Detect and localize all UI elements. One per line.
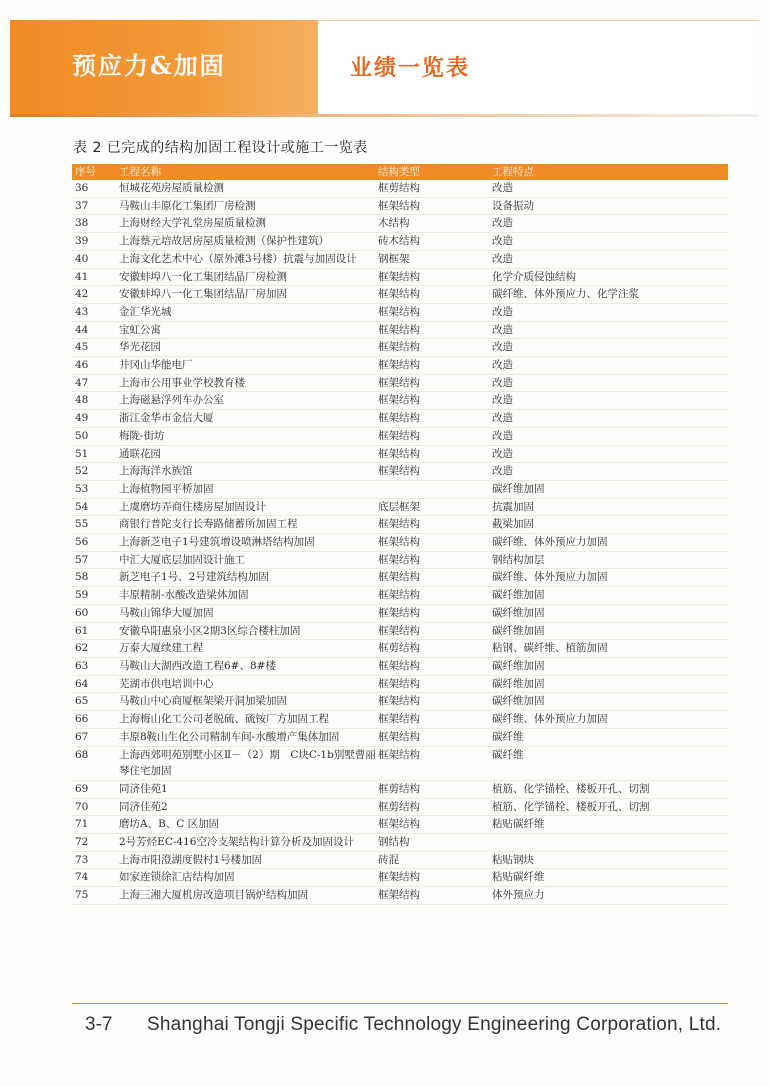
row-number: 39 <box>75 235 89 248</box>
table-row <box>72 869 728 887</box>
project-name: 中汇大厦底层加固设计施工 <box>119 553 245 566</box>
project-name: 商银行普陀支行长寿路储蓄所加固工程 <box>119 518 298 531</box>
table-row <box>72 747 728 781</box>
table-row <box>72 605 728 623</box>
table-row <box>72 322 728 340</box>
project-feature: 碳纤维加固 <box>492 589 545 602</box>
project-name: 上海蔡元培故居房屋质量检测（保护性建筑） <box>119 235 329 248</box>
structure-type: 框架结构 <box>378 376 420 389</box>
structure-type: 框剪结构 <box>378 782 420 795</box>
project-name: 华光花园 <box>119 341 161 354</box>
row-number: 58 <box>75 571 89 584</box>
table-row <box>72 887 728 905</box>
project-name: 丰原8鞍山生化公司精制车间-水酸增产集体加固 <box>119 730 340 743</box>
table-row <box>72 339 728 357</box>
row-number: 49 <box>75 412 89 425</box>
project-feature: 植筋、化学锚栓、楼板开孔、切割 <box>492 782 650 795</box>
structure-type: 框架结构 <box>378 199 420 212</box>
project-feature: 碳纤维加固 <box>492 659 545 672</box>
row-number: 62 <box>75 642 89 655</box>
structure-type: 框架结构 <box>378 748 420 761</box>
structure-type: 框架结构 <box>378 571 420 584</box>
row-number: 42 <box>75 288 89 301</box>
table-row <box>72 251 728 269</box>
row-number: 71 <box>75 818 89 831</box>
project-name: 安徽阜阳惠泉小区2期3区综合楼柱加固 <box>119 624 301 637</box>
project-name: 上海梅山化工公司老脱硫、硫铵厂方加固工程 <box>119 713 329 726</box>
table-row <box>72 693 728 711</box>
projects-table <box>72 164 728 905</box>
row-number: 75 <box>75 889 89 902</box>
table-row <box>72 552 728 570</box>
structure-type: 框架结构 <box>378 659 420 672</box>
project-feature: 碳纤维 <box>492 730 524 743</box>
page-number: 3-7 <box>85 1014 113 1035</box>
project-feature: 改造 <box>492 235 513 248</box>
section-title: 预应力&加固 <box>72 51 226 80</box>
project-feature: 化学介质侵蚀结构 <box>492 270 576 283</box>
table-row <box>72 481 728 499</box>
project-feature: 碳纤维、体外预应力加固 <box>492 713 608 726</box>
table-row <box>72 640 728 658</box>
project-name: 上海新芝电子1号建筑增设喷淋塔结构加固 <box>119 536 315 549</box>
row-number: 66 <box>75 713 89 726</box>
project-name: 井冈山华能电厂 <box>119 359 193 372</box>
table-row <box>72 269 728 287</box>
row-number: 37 <box>75 199 89 212</box>
row-number: 38 <box>75 217 89 230</box>
project-feature: 改造 <box>492 429 513 442</box>
project-feature: 改造 <box>492 376 513 389</box>
row-number: 68 <box>75 748 89 761</box>
project-feature: 改造 <box>492 394 513 407</box>
structure-type: 框架结构 <box>378 518 420 531</box>
row-number: 52 <box>75 465 89 478</box>
structure-type: 框架结构 <box>378 730 420 743</box>
project-name: 通联花园 <box>119 447 161 460</box>
project-name: 上海市公用事业学校教育楼 <box>119 376 245 389</box>
project-name: 丰原精制-水酸改造梁体加固 <box>119 589 249 602</box>
structure-type: 框架结构 <box>378 677 420 690</box>
table-row <box>72 428 728 446</box>
project-feature: 改造 <box>492 323 513 336</box>
project-feature: 截梁加固 <box>492 518 534 531</box>
project-feature: 改造 <box>492 217 513 230</box>
project-feature: 碳纤维加固 <box>492 624 545 637</box>
table-body <box>72 180 728 905</box>
table-row <box>72 463 728 481</box>
structure-type: 框架结构 <box>378 553 420 566</box>
project-feature: 植筋、化学锚栓、楼板开孔、切割 <box>492 800 650 813</box>
structure-type: 框架结构 <box>378 359 420 372</box>
page-header <box>10 20 759 114</box>
table-row <box>72 392 728 410</box>
project-name: 上海磁悬浮列车办公室 <box>119 394 224 407</box>
project-feature: 碳纤维加固 <box>492 606 545 619</box>
row-number: 63 <box>75 659 89 672</box>
column-header-type: 结构类型 <box>378 166 420 178</box>
table-row <box>72 658 728 676</box>
project-feature: 抗震加固 <box>492 500 534 513</box>
project-feature: 碳纤维加固 <box>492 677 545 690</box>
row-number: 45 <box>75 341 89 354</box>
project-name: 上虞磨坊弄商住楼房屋加固设计 <box>119 500 266 513</box>
column-header-name: 工程名称 <box>119 166 161 178</box>
column-header-no: 序号 <box>75 166 96 178</box>
column-header-feature: 工程特点 <box>492 166 534 178</box>
project-feature: 碳纤维、体外预应力、化学注浆 <box>492 288 639 301</box>
project-name: 上海市阳澄湖度假村1号楼加固 <box>119 853 263 866</box>
page-title: 业绩一览表 <box>350 55 471 81</box>
project-feature: 粘贴钢块 <box>492 853 534 866</box>
project-feature: 改造 <box>492 447 513 460</box>
structure-type: 框剪结构 <box>378 642 420 655</box>
table-row <box>72 180 728 198</box>
row-number: 65 <box>75 695 89 708</box>
table-row <box>72 304 728 322</box>
row-number: 74 <box>75 871 89 884</box>
table-row <box>72 569 728 587</box>
project-feature: 钢结构加层 <box>492 553 545 566</box>
project-feature: 改造 <box>492 465 513 478</box>
structure-type: 木结构 <box>378 217 410 230</box>
structure-type: 框架结构 <box>378 695 420 708</box>
project-feature: 碳纤维加固 <box>492 695 545 708</box>
row-number: 51 <box>75 447 89 460</box>
footer-divider <box>72 1003 728 1004</box>
project-feature: 改造 <box>492 341 513 354</box>
project-feature: 改造 <box>492 252 513 265</box>
project-feature: 碳纤维 <box>492 748 524 761</box>
table-row <box>72 233 728 251</box>
project-name: 梅陇-街坊 <box>119 429 165 442</box>
structure-type: 框架结构 <box>378 465 420 478</box>
table-row <box>72 534 728 552</box>
row-number: 40 <box>75 252 89 265</box>
row-number: 50 <box>75 429 89 442</box>
project-name: 安徽蚌埠八一化工集团结晶厂房加固 <box>119 288 287 301</box>
table-row <box>72 852 728 870</box>
table-row <box>72 623 728 641</box>
row-number: 73 <box>75 853 89 866</box>
table-header <box>72 164 728 180</box>
project-name: 上海文化艺术中心（原外滩3号楼）抗震与加固设计 <box>119 252 357 265</box>
structure-type: 框架结构 <box>378 412 420 425</box>
row-number: 44 <box>75 323 89 336</box>
row-number: 59 <box>75 589 89 602</box>
project-name: 马鞍山锦华大厦加固 <box>119 606 214 619</box>
project-feature: 碳纤维、体外预应力加固 <box>492 536 608 549</box>
structure-type: 框剪结构 <box>378 182 420 194</box>
project-name: 万泰大厦续建工程 <box>119 642 203 655</box>
project-feature: 粘钢、碳纤维、植筋加固 <box>492 642 608 655</box>
structure-type: 框架结构 <box>378 871 420 884</box>
table-row <box>72 215 728 233</box>
project-name: 浙江金华市金信大厦 <box>119 412 214 425</box>
structure-type: 框架结构 <box>378 270 420 283</box>
header-divider <box>10 114 759 117</box>
row-number: 57 <box>75 553 89 566</box>
table-row <box>72 446 728 464</box>
row-number: 55 <box>75 518 89 531</box>
project-feature: 碳纤维、体外预应力加固 <box>492 571 608 584</box>
project-feature: 改造 <box>492 305 513 318</box>
project-feature: 粘贴碳纤维 <box>492 871 545 884</box>
table-caption: 表 2 已完成的结构加固工程设计或施工一览表 <box>73 140 368 156</box>
project-feature: 粘贴碳纤维 <box>492 818 545 831</box>
row-number: 64 <box>75 677 89 690</box>
project-feature: 碳纤维加固 <box>492 482 545 495</box>
structure-type: 框架结构 <box>378 305 420 318</box>
table-row <box>72 499 728 517</box>
structure-type: 框架结构 <box>378 447 420 460</box>
project-name: 上海西郊明苑别墅小区Ⅱ－（2）期 C块C-1b别墅曹丽琴住宅加固 <box>119 748 376 778</box>
project-name: 马鞍山大湖西改造工程6#、8#楼 <box>119 659 276 672</box>
row-number: 41 <box>75 270 89 283</box>
row-number: 72 <box>75 836 89 849</box>
row-number: 46 <box>75 359 89 372</box>
row-number: 69 <box>75 782 89 795</box>
table-row <box>72 587 728 605</box>
structure-type: 框架结构 <box>378 429 420 442</box>
structure-type: 底层框架 <box>378 500 420 513</box>
table-row <box>72 198 728 216</box>
table-row <box>72 516 728 534</box>
row-number: 54 <box>75 500 89 513</box>
row-number: 47 <box>75 376 89 389</box>
table-row <box>72 676 728 694</box>
row-number: 43 <box>75 305 89 318</box>
structure-type: 框架结构 <box>378 589 420 602</box>
structure-type: 框架结构 <box>378 606 420 619</box>
project-feature: 改造 <box>492 412 513 425</box>
project-name: 恒城花苑房屋质量检测 <box>119 182 224 194</box>
structure-type: 框架结构 <box>378 323 420 336</box>
row-number: 56 <box>75 536 89 549</box>
table-row <box>72 781 728 799</box>
structure-type: 钢结构 <box>378 836 410 849</box>
project-name: 芜湖市供电培训中心 <box>119 677 214 690</box>
row-number: 36 <box>75 182 89 194</box>
project-feature: 改造 <box>492 182 513 194</box>
project-name: 2号芳烃EC-416空冷支架结构计算分析及加固设计 <box>119 836 354 849</box>
table-row <box>72 834 728 852</box>
structure-type: 框架结构 <box>378 536 420 549</box>
table-row <box>72 729 728 747</box>
structure-type: 框剪结构 <box>378 800 420 813</box>
table-row <box>72 375 728 393</box>
project-name: 上海三湘大厦机房改造项目锅炉结构加固 <box>119 889 308 902</box>
row-number: 70 <box>75 800 89 813</box>
structure-type <box>378 481 492 498</box>
project-name: 安徽蚌埠八一化工集团结晶厂房检测 <box>119 270 287 283</box>
row-number: 61 <box>75 624 89 637</box>
structure-type: 框架结构 <box>378 713 420 726</box>
row-number: 67 <box>75 730 89 743</box>
table-row <box>72 816 728 834</box>
project-feature <box>492 834 728 851</box>
table-row <box>72 286 728 304</box>
structure-type: 框架结构 <box>378 394 420 407</box>
structure-type: 框架结构 <box>378 624 420 637</box>
table-row <box>72 410 728 428</box>
project-name: 宝虹公寓 <box>119 323 161 336</box>
structure-type: 框架结构 <box>378 288 420 301</box>
structure-type: 砖混 <box>378 853 399 866</box>
structure-type: 框架结构 <box>378 889 420 902</box>
project-name: 马鞍山丰原化工集团厂房检测 <box>119 199 256 212</box>
project-name: 新芝电子1号、2号建筑结构加固 <box>119 571 269 584</box>
project-name: 上海海洋水族馆 <box>119 465 193 478</box>
project-name: 马鞍山中心商厦框架梁开洞加梁加固 <box>119 695 287 708</box>
company-name: Shanghai Tongji Specific Technology Engineering Corporation, Ltd. <box>147 1014 722 1035</box>
page-title-area <box>318 20 759 115</box>
table-row <box>72 357 728 375</box>
project-name: 上海植物园平桥加固 <box>119 482 214 495</box>
table-row <box>72 711 728 729</box>
project-name: 同济佳苑2 <box>119 800 168 813</box>
project-name: 如家连锁徐汇店结构加固 <box>119 871 235 884</box>
project-feature: 改造 <box>492 359 513 372</box>
row-number: 48 <box>75 394 89 407</box>
project-name: 金汇华光城 <box>119 305 172 318</box>
project-name: 上海财经大学礼堂房屋质量检测 <box>119 217 266 230</box>
project-name: 同济佳苑1 <box>119 782 168 795</box>
project-feature: 体外预应力 <box>492 889 545 902</box>
row-number: 53 <box>75 482 89 495</box>
structure-type: 框架结构 <box>378 341 420 354</box>
section-banner <box>10 20 318 114</box>
project-feature: 设备振动 <box>492 199 534 212</box>
project-name: 磨坊A、B、C 区加固 <box>119 818 220 831</box>
table-row <box>72 799 728 817</box>
structure-type: 砖木结构 <box>378 235 420 248</box>
structure-type: 钢框架 <box>378 252 410 265</box>
row-number: 60 <box>75 606 89 619</box>
structure-type: 框架结构 <box>378 818 420 831</box>
